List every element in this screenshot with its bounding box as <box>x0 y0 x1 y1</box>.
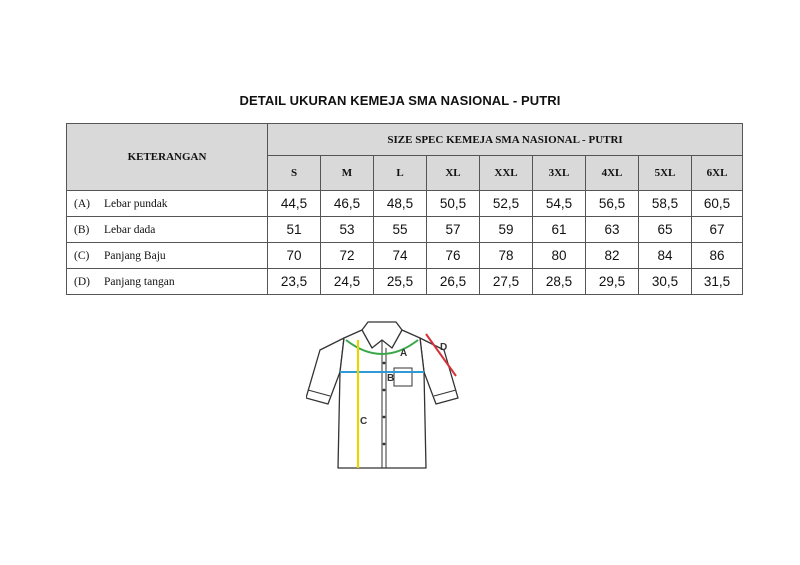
page-title: DETAIL UKURAN KEMEJA SMA NASIONAL - PUTRI <box>239 93 561 108</box>
size-header: 3XL <box>533 156 586 191</box>
table-cell: 67 <box>692 217 743 243</box>
row-label-text: Panjang Baju <box>104 249 166 262</box>
row-label <box>67 269 268 295</box>
table-cell: 28,5 <box>533 269 586 295</box>
table-cell: 84 <box>639 243 692 269</box>
size-header: S <box>268 156 321 191</box>
table-cell: 61 <box>533 217 586 243</box>
row-code: (B) <box>74 223 90 236</box>
button <box>383 362 386 365</box>
row-label-text: Panjang tangan <box>104 275 175 288</box>
table-cell: 78 <box>480 243 533 269</box>
table-cell: 25,5 <box>374 269 427 295</box>
table-cell: 29,5 <box>586 269 639 295</box>
row-label-text: Lebar dada <box>104 223 156 236</box>
table-cell: 74 <box>374 243 427 269</box>
size-spec-table <box>66 123 743 295</box>
table-cell: 82 <box>586 243 639 269</box>
spec-header: SIZE SPEC KEMEJA SMA NASIONAL - PUTRI <box>268 124 743 156</box>
table-cell: 60,5 <box>692 191 743 217</box>
table-cell: 72 <box>321 243 374 269</box>
table-cell: 46,5 <box>321 191 374 217</box>
table-cell: 55 <box>374 217 427 243</box>
table-row <box>67 217 743 243</box>
row-label <box>67 243 268 269</box>
size-header: M <box>321 156 374 191</box>
table-cell: 31,5 <box>692 269 743 295</box>
table-cell: 24,5 <box>321 269 374 295</box>
size-header: XXL <box>480 156 533 191</box>
label-a: A <box>400 348 408 359</box>
table-cell: 58,5 <box>639 191 692 217</box>
table-cell: 53 <box>321 217 374 243</box>
table-cell: 70 <box>268 243 321 269</box>
keterangan-header: KETERANGAN <box>67 124 268 191</box>
table-row <box>67 191 743 217</box>
size-header: L <box>374 156 427 191</box>
table-cell: 50,5 <box>427 191 480 217</box>
size-header: 6XL <box>692 156 743 191</box>
table-row <box>67 269 743 295</box>
row-label <box>67 217 268 243</box>
table-cell: 30,5 <box>639 269 692 295</box>
button <box>383 443 386 446</box>
label-d: D <box>440 342 448 353</box>
table-cell: 27,5 <box>480 269 533 295</box>
table-cell: 26,5 <box>427 269 480 295</box>
row-code: (A) <box>74 197 90 210</box>
table-cell: 51 <box>268 217 321 243</box>
left-sleeve <box>306 338 344 404</box>
table-cell: 63 <box>586 217 639 243</box>
row-label <box>67 191 268 217</box>
table-cell: 57 <box>427 217 480 243</box>
label-b: B <box>387 373 395 384</box>
table-row <box>67 243 743 269</box>
table-cell: 80 <box>533 243 586 269</box>
table-cell: 76 <box>427 243 480 269</box>
table-cell: 54,5 <box>533 191 586 217</box>
table-cell: 52,5 <box>480 191 533 217</box>
table-cell: 23,5 <box>268 269 321 295</box>
table-cell: 65 <box>639 217 692 243</box>
row-label-text: Lebar pundak <box>104 197 168 210</box>
row-code: (C) <box>74 249 90 262</box>
size-header: XL <box>427 156 480 191</box>
shirt-diagram <box>306 318 470 474</box>
label-c: C <box>360 416 368 427</box>
table-cell: 59 <box>480 217 533 243</box>
table-cell: 44,5 <box>268 191 321 217</box>
size-header: 4XL <box>586 156 639 191</box>
table-cell: 48,5 <box>374 191 427 217</box>
button <box>383 416 386 419</box>
table-cell: 56,5 <box>586 191 639 217</box>
row-code: (D) <box>74 275 90 288</box>
button <box>383 389 386 392</box>
table-cell: 86 <box>692 243 743 269</box>
size-header: 5XL <box>639 156 692 191</box>
